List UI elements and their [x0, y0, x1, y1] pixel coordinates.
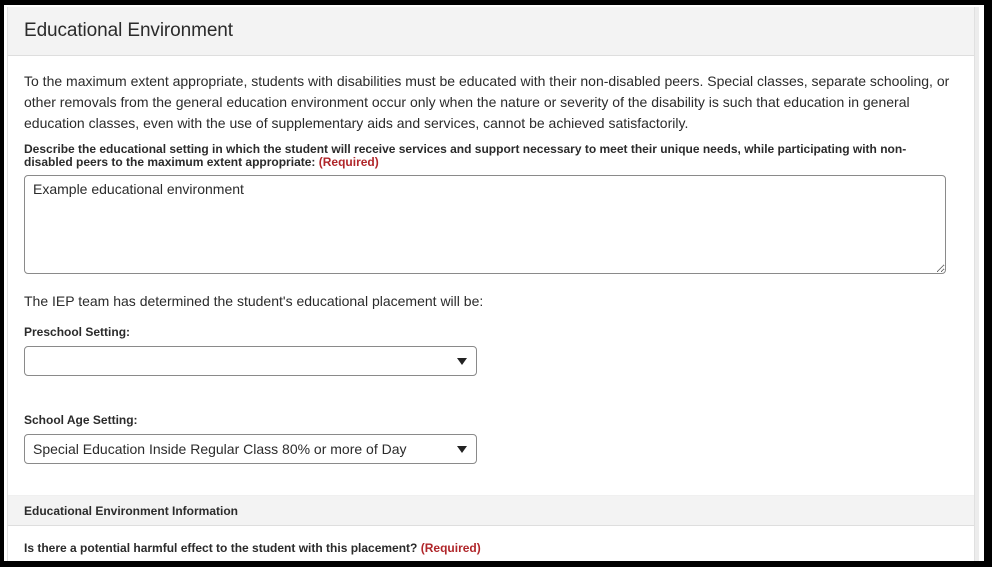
preschool-setting-select[interactable] [24, 346, 477, 376]
env-info-subheader [8, 495, 974, 526]
harmful-effect-question-text: Is there a potential harmful effect to the student with this placement? [24, 541, 418, 555]
setting-description-textarea[interactable] [24, 175, 946, 274]
required-indicator: (Required) [318, 154, 379, 169]
harmful-effect-question [24, 541, 481, 555]
school-age-setting-select[interactable] [24, 434, 477, 464]
dropdown-arrow-icon [457, 446, 467, 453]
educational-environment-page [7, 7, 979, 561]
env-info-title: Educational Environment Information [24, 503, 239, 518]
page-title: Educational Environment [24, 20, 233, 41]
required-indicator: (Required) [420, 541, 481, 555]
dropdown-arrow-icon [457, 358, 467, 365]
setting-description-label [24, 143, 944, 168]
scrollbar-track[interactable] [974, 7, 979, 561]
preschool-setting-label: Preschool Setting: [24, 325, 131, 339]
section-content [8, 56, 979, 464]
intro-text: To the maximum extent appropriate, students with disabilities must be educated with their non-disabled peers. Special classes, separate schooling, or other removals from the general education environment occur only when the nature or severity of the disability is such that education in general education classes, even with the use of supplementary aids and services, cannot be achieved satisfactorily. [24, 73, 950, 131]
school-age-setting-value: Special Education Inside Regular Class 80% or more of Day [33, 441, 407, 457]
school-age-setting-label: School Age Setting: [24, 413, 138, 427]
placement-statement: The IEP team has determined the student's educational placement will be: [24, 293, 484, 309]
section-header [8, 7, 979, 56]
setting-description-label-text: Describe the educational setting in which the student will receive services and support necessary to meet their unique needs, while participating with non-disabled peers to the maximum extent appropriate: [24, 142, 907, 169]
screenshot-frame [4, 5, 984, 561]
